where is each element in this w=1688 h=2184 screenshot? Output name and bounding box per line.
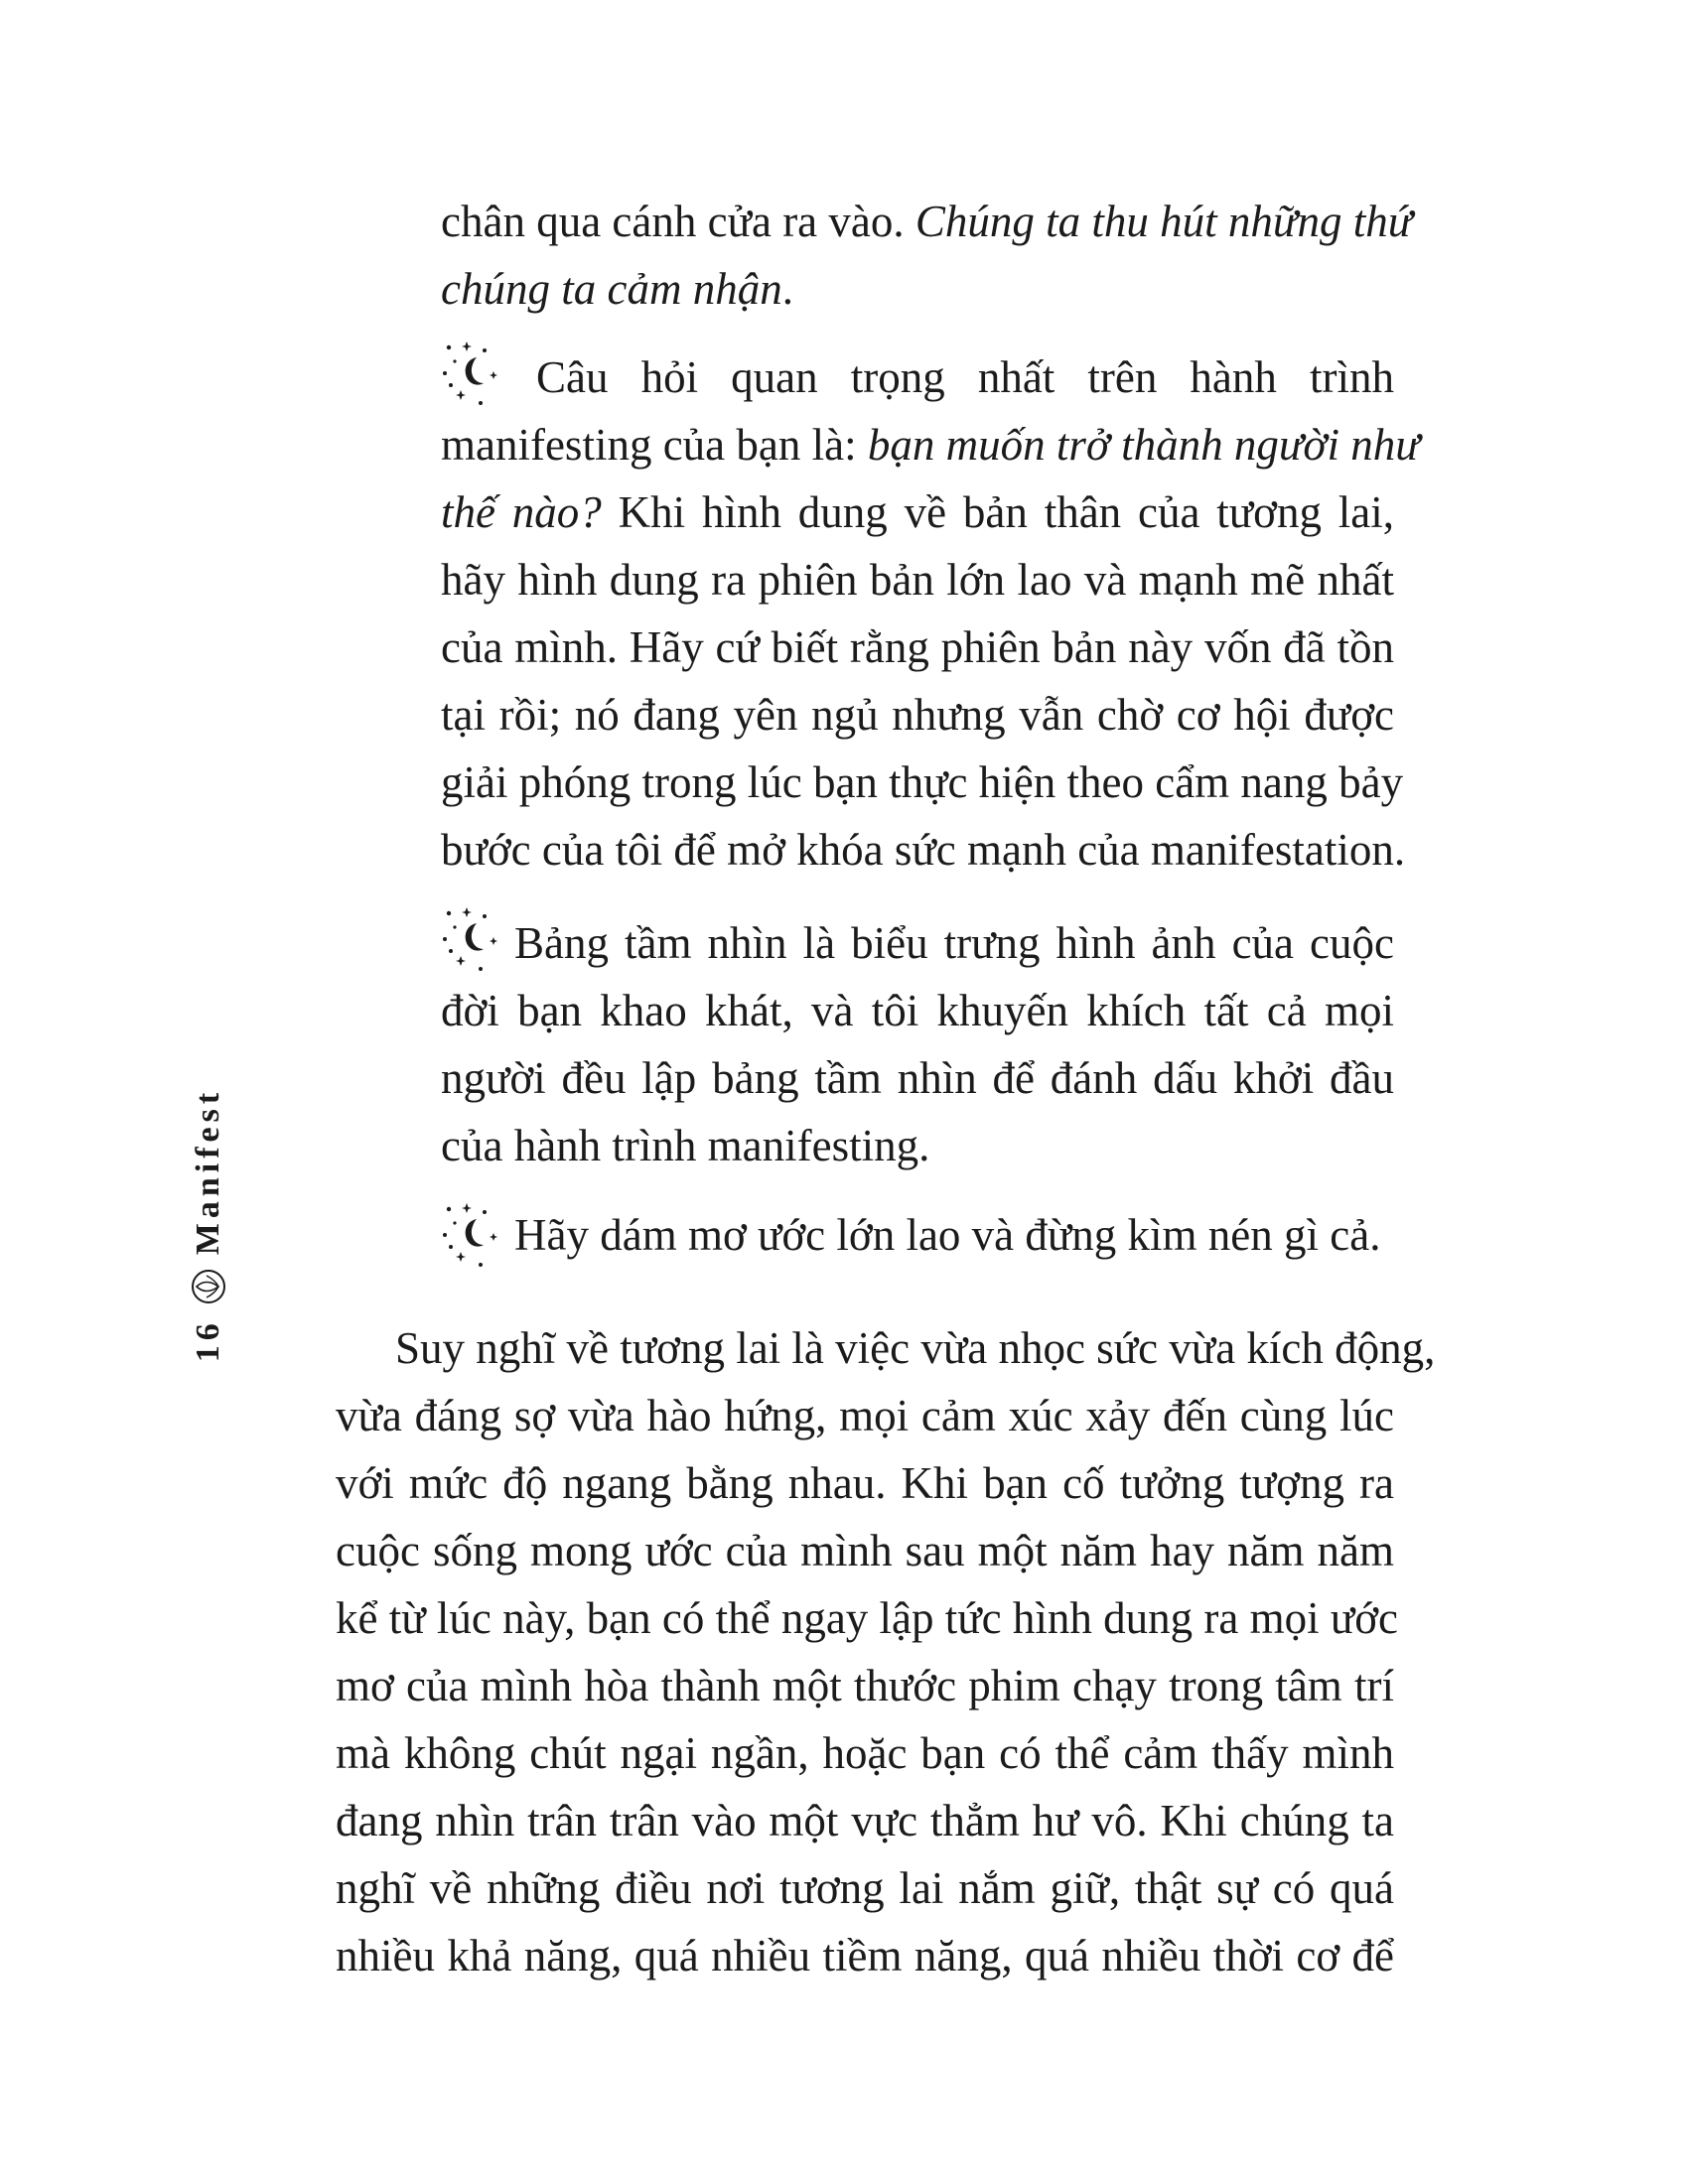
- paragraph-line: nghĩ về những điều nơi tương lai nắm giữ, thật sự có quá: [336, 1863, 1394, 1913]
- running-head: [184, 927, 233, 1523]
- text-line: [441, 194, 1412, 249]
- bullet-line: hãy hình dung ra phiên bản lớn lao và mạnh mẽ nhất: [441, 555, 1394, 605]
- text-line: [441, 261, 793, 317]
- text-segment-italic: Chúng ta thu hút những thứ: [914, 197, 1413, 246]
- paragraph-line: kể từ lúc này, bạn có thể ngay lập tức hình dung ra mọi ước: [336, 1593, 1399, 1643]
- bullet-line: của mình. Hãy cứ biết rằng phiên bản này vốn đã tồn: [441, 622, 1394, 672]
- bullet-line: của hành trình manifesting.: [441, 1121, 930, 1170]
- paragraph-line: vừa đáng sợ vừa hào hứng, mọi cảm xúc xảy đến cùng lúc: [336, 1391, 1394, 1440]
- bullet-line: đời bạn khao khát, và tôi khuyến khích tất cả mọi: [441, 986, 1394, 1035]
- bullet-line: Câu hỏi quan trọng nhất trên hành trình: [536, 352, 1394, 402]
- text-segment: manifesting của bạn là:: [441, 420, 868, 470]
- text-segment: .: [781, 264, 793, 314]
- bullet-line: [441, 484, 1394, 540]
- text-segment-italic: chúng ta cảm nhận: [441, 264, 782, 314]
- moon-stars-icon: [437, 1199, 506, 1269]
- text-segment-italic: bạn muốn trở thành người như: [867, 420, 1420, 470]
- text-segment: Khi hình dung về bản thân của tương lai,: [601, 487, 1394, 537]
- bullet-line: giải phóng trong lúc bạn thực hiện theo cẩm nang bảy: [441, 757, 1404, 807]
- bullet-line: bước của tôi để mở khóa sức mạnh của manifestation.: [441, 825, 1406, 875]
- lotus-emblem-icon: [189, 1267, 228, 1306]
- paragraph-line: với mức độ ngang bằng nhau. Khi bạn cố tưởng tượng ra: [336, 1458, 1394, 1508]
- text-segment: chân qua cánh cửa ra vào.: [441, 197, 915, 246]
- text-segment-italic: thế nào?: [441, 487, 602, 537]
- bullet-line: người đều lập bảng tầm nhìn để đánh dấu khởi đầu: [441, 1053, 1394, 1103]
- bullet-line: [441, 417, 1420, 473]
- paragraph-line: Suy nghĩ về tương lai là việc vừa nhọc sức vừa kích động,: [395, 1323, 1436, 1373]
- paragraph-line: nhiều khả năng, quá nhiều tiềm năng, quá nhiều thời cơ để: [336, 1931, 1394, 1980]
- moon-stars-icon: [437, 338, 506, 407]
- page-number: 16: [190, 1318, 226, 1363]
- bullet-line: Bảng tầm nhìn là biểu trưng hình ảnh của cuộc: [514, 918, 1394, 968]
- book-title: Manifest: [190, 1087, 226, 1256]
- paragraph-line: mơ của mình hòa thành một thước phim chạy trong tâm trí: [336, 1661, 1394, 1710]
- paragraph-line: mà không chút ngại ngần, hoặc bạn có thể cảm thấy mình: [336, 1728, 1394, 1778]
- moon-stars-icon: [437, 903, 506, 973]
- bullet-line: tại rồi; nó đang yên ngủ nhưng vẫn chờ cơ hội được: [441, 690, 1394, 740]
- bullet-line: Hãy dám mơ ước lớn lao và đừng kìm nén gì cả.: [514, 1210, 1381, 1260]
- paragraph-line: cuộc sống mong ước của mình sau một năm hay năm năm: [336, 1526, 1394, 1575]
- paragraph-line: đang nhìn trân trân vào một vực thẳm hư vô. Khi chúng ta: [336, 1796, 1394, 1845]
